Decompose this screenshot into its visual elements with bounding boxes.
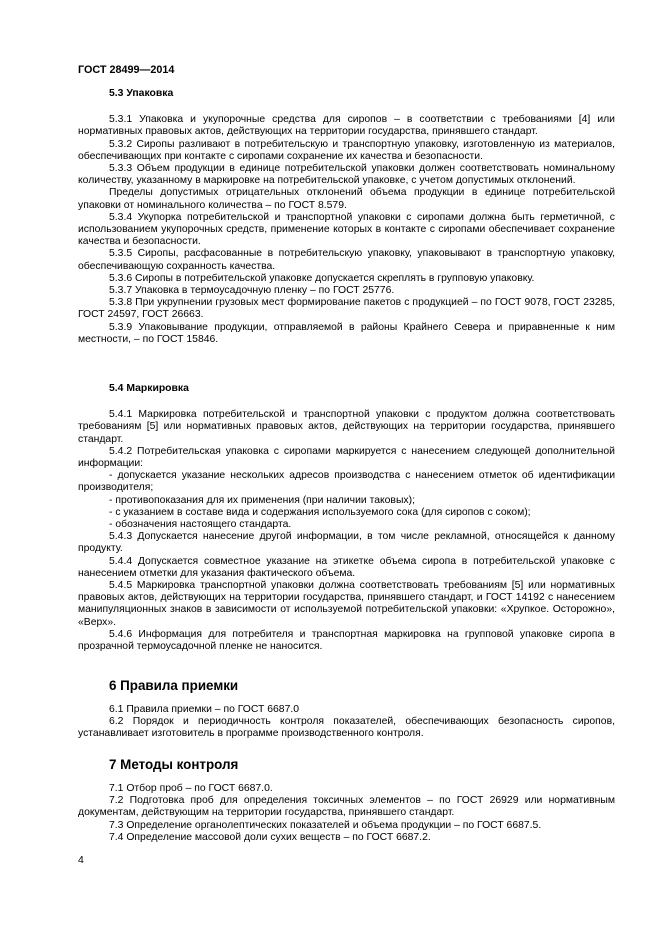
- list-item: - противопоказания для их применения (при наличии таковых);: [109, 494, 415, 506]
- section-7: [78, 757, 615, 844]
- paragraph: 5.4.1 Маркировка потребительской и транспортной упаковки с продуктом должна соответствовать требованиям [5] или нормативных правовых актов, действующих на территории государства, принявшего стандарт.: [78, 409, 615, 445]
- paragraph: 5.3.7 Упаковка в термоусадочную пленку – по ГОСТ 25776.: [109, 285, 395, 297]
- paragraph: 7.3 Определение органолептических показателей и объема продукции – по ГОСТ 6687.5.: [109, 819, 542, 831]
- section-5-4: [78, 383, 615, 653]
- paragraph: 5.4.6 Информация для потребителя и транспортная маркировка на групповой упаковке сиропа в прозрачной термоусадочной пленке не наносится.: [78, 628, 615, 653]
- paragraph: 5.3.1 Упаковка и укупорочные средства для сиропов – в соответствии с требованиями [4] или нормативных правовых актов, действующих на территории государства, принявшего стандарт.: [78, 114, 615, 138]
- paragraph: 5.4.4 Допускается совместное указание на этикетке объема сиропа в потребительской упаковке с нанесением отметки для указания фактического объема.: [78, 555, 615, 579]
- list-item: - с указанием в составе вида и содержания используемого сока (для сиропов с соком);: [109, 506, 531, 518]
- paragraph: 5.4.3 Допускается нанесение другой информации, в том числе рекламной, относящейся к данному продукту.: [78, 531, 615, 555]
- paragraph: 5.3.8 При укрупнении грузовых мест формирование пакетов с продукцией – по ГОСТ 9078, ГОСТ 23285, ГОСТ 24597, ГОСТ 26663.: [78, 297, 615, 321]
- paragraph: 5.3.6 Сиропы в потребительской упаковке допускается скреплять в групповую упаковку.: [109, 272, 535, 284]
- paragraph: Пределы допустимых отрицательных отклонений объема продукции в единице потребительской упаковки от номинального количества – по ГОСТ 8.579.: [78, 187, 615, 211]
- section-5-3: [78, 88, 615, 346]
- paragraph: 7.1 Отбор проб – по ГОСТ 6687.0.: [109, 783, 273, 794]
- paragraph: 7.4 Определение массовой доли сухих веществ – по ГОСТ 6687.2.: [109, 831, 431, 843]
- section-title: 6 Правила приемки: [109, 678, 239, 693]
- section-6: [78, 678, 615, 741]
- paragraph: 5.4.5 Маркировка транспортной упаковки должна соответствовать требованиям [5] или нормативных правовых актов, действующих на территории государства, принявшего стандарт, и ГОСТ 14192 с нанесением манипуляционных знаков в зависимости от используемой потребительской упаковки: «Хрупкое. Осторожно», «Верх».: [78, 580, 615, 628]
- paragraph: 5.3.2 Сиропы разливают в потребительскую и транспортную упаковку, изготовленную из материалов, обеспечивающих при контакте с сиропами сохранение их качества и безопасности.: [78, 138, 615, 162]
- paragraph: 5.3.9 Упаковывание продукции, отправляемой в районы Крайнего Севера и приравненные к ним местности, – по ГОСТ 15846.: [78, 321, 615, 345]
- subsection-title: 5.3 Упаковка: [109, 88, 174, 99]
- paragraph: 5.3.5 Сиропы, расфасованные в потребительскую упаковку, упаковывают в транспортную упаковку, обеспечивающую сохранность качества.: [78, 248, 615, 272]
- list-item: - допускается указание нескольких адресов производства с нанесением отметок об идентификации производителя;: [78, 470, 615, 494]
- paragraph: 6.2 Порядок и периодичность контроля показателей, обеспечивающих безопасность сиропов, устанавливает изготовитель в программе производственного контроля.: [78, 716, 615, 740]
- subsection-title: 5.4 Маркировка: [109, 383, 189, 394]
- paragraph: 5.4.2 Потребительская упаковка с сиропами маркируется с нанесением следующей дополнительной информации:: [78, 445, 615, 470]
- paragraph: 5.3.4 Укупорка потребительской и транспортной упаковки с сиропами должна быть герметичной, с использованием укупорочных средств, применение которых в контакте с сиропами обеспечивает сохранение качества и безопасности.: [78, 211, 615, 248]
- list-item: - обозначения настоящего стандарта.: [109, 519, 292, 531]
- page-number: 4: [78, 855, 84, 866]
- paragraph: 6.1 Правила приемки – по ГОСТ 6687.0: [109, 704, 300, 715]
- section-title: 7 Методы контроля: [109, 757, 239, 772]
- standard-header: ГОСТ 28499—2014: [78, 64, 175, 76]
- paragraph: 5.3.3 Объем продукции в единице потребительской упаковки должен соответствовать номинальному количеству, указанному в маркировке на потребительской упаковке, с учетом допустимых отклонений.: [78, 163, 615, 187]
- paragraph: 7.2 Подготовка проб для определения токсичных элементов – по ГОСТ 26929 или нормативным документам, действующим на территории государства, принявшего стандарт.: [78, 795, 615, 819]
